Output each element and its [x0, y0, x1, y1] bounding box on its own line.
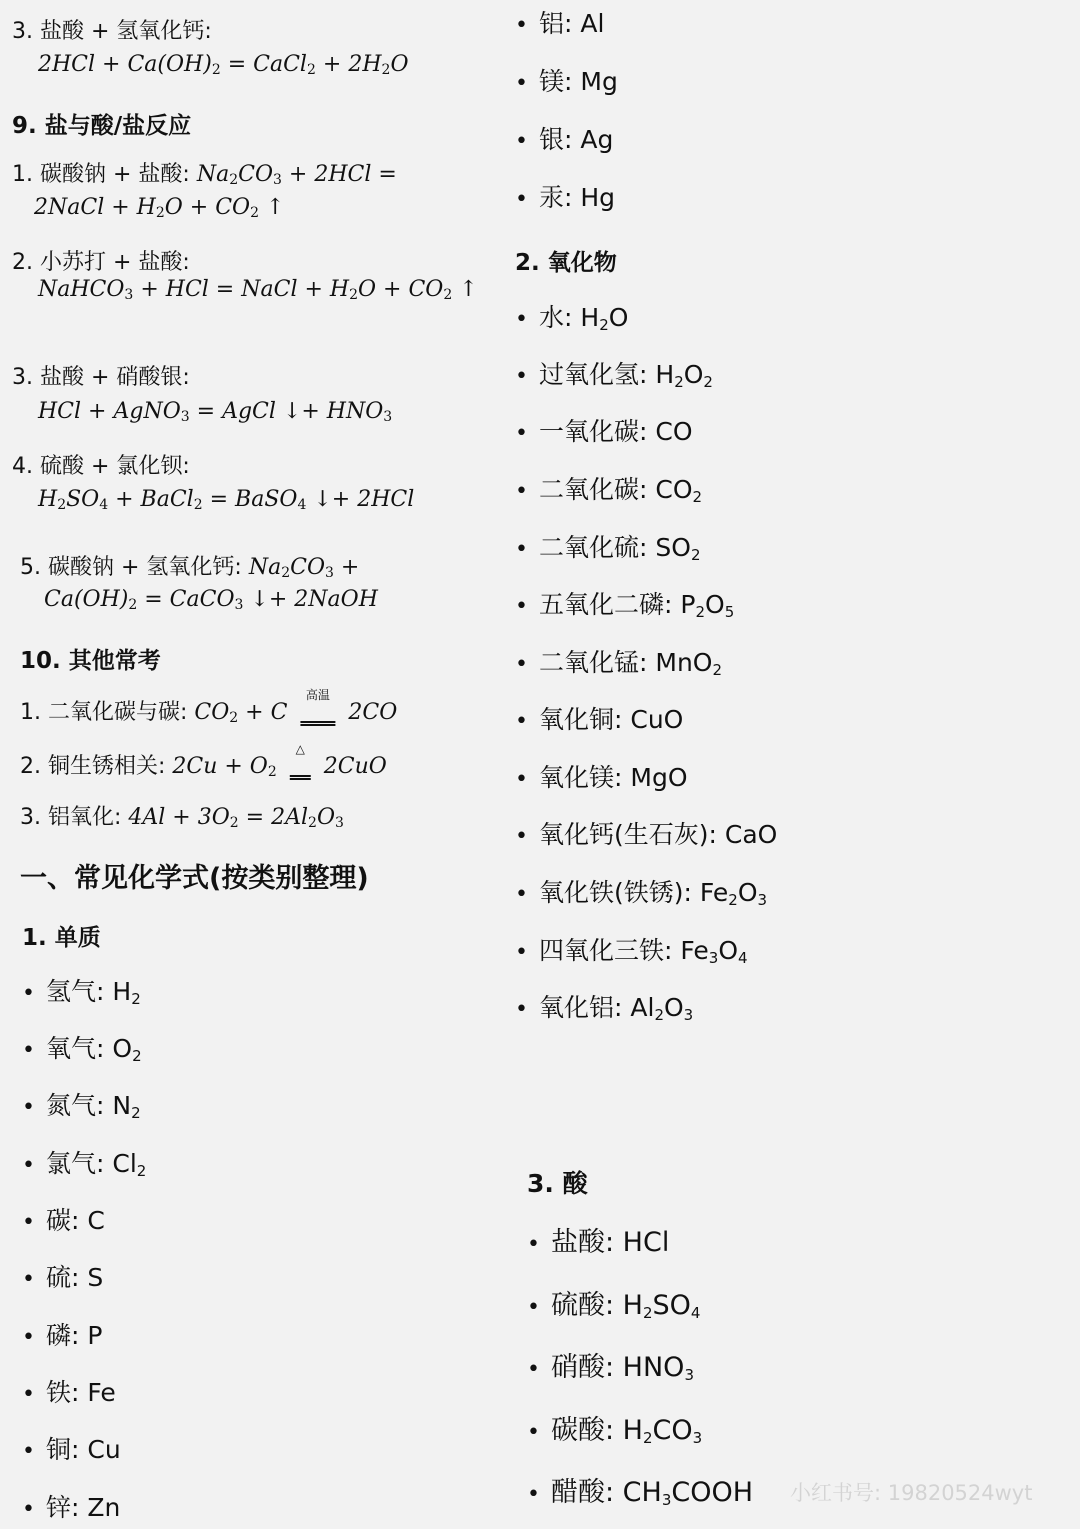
list-item: • 氧化镁: MgO — [515, 763, 688, 792]
list-item: • 二氧化碳: $CO_2$ — [515, 475, 703, 506]
list-item: • 水: $H_2O$ — [515, 303, 629, 334]
list-item: • 二氧化硫: $SO_2$ — [515, 533, 701, 564]
reaction-label: 5. 碳酸钠 + 氢氧化钙: $Na_2CO_3$ + — [20, 555, 360, 581]
list-item: • 磷: P — [22, 1321, 103, 1350]
list-item: • 硝酸: $HNO_3$ — [527, 1352, 694, 1384]
list-item: • 铜: Cu — [22, 1435, 121, 1464]
equation: HCl + AgNO$_3$ = AgCl ↓+ $HNO_3$ — [38, 399, 393, 425]
list-item: • 过氧化氢: $H_2O_2$ — [515, 360, 713, 391]
list-item: • 氮气: $N_2$ — [22, 1091, 141, 1122]
list-item: • 氯气: $Cl_2$ — [22, 1149, 147, 1180]
list-item: • 硫酸: $H_2SO_4$ — [527, 1290, 701, 1322]
list-item: • 氧化铝: $Al_2O_3$ — [515, 993, 694, 1024]
reaction-label: 2. 小苏打 + 盐酸: — [12, 250, 190, 275]
list-item: • 铝: Al — [515, 9, 605, 38]
section-heading: 2. 氧化物 — [515, 250, 617, 276]
section-heading: 1. 单质 — [22, 925, 101, 951]
list-item: • 氧化钙(生石灰): CaO — [515, 820, 778, 849]
list-item: • 汞: Hg — [515, 183, 616, 212]
list-item: • 四氧化三铁: $Fe_3O_4$ — [515, 936, 748, 967]
reaction-condition: 高温 — [305, 688, 330, 702]
list-item: • 氧化铁(铁锈): $Fe_2O_3$ — [515, 878, 768, 909]
list-item: • 镁: Mg — [515, 67, 618, 96]
list-item: • 五氧化二磷: $P_2O_5$ — [515, 590, 735, 621]
section-heading: 3. 酸 — [527, 1169, 588, 1198]
reaction-condition: △ — [295, 742, 305, 756]
list-item: • 银: Ag — [515, 125, 614, 154]
section-heading: 10. 其他常考 — [20, 648, 161, 674]
equation: 2NaCl + $H_2O + CO_2$ ↑ — [34, 195, 285, 221]
part-heading: 一、常见化学式(按类别整理) — [20, 863, 369, 894]
reaction-label: 1. 二氧化碳与碳: $CO_2 + C$ 高温 2CO — [20, 698, 397, 728]
reaction-label: 2. 铜生锈相关: $2Cu + O_2$ △ 2CuO — [20, 752, 387, 782]
equation: $2HCl + Ca(OH)_2$ = CaCl$_2$ + $2H_2O$ — [38, 52, 409, 78]
list-item: • 碳酸: $H_2CO_3$ — [527, 1415, 703, 1447]
list-item: • 氧气: $O_2$ — [22, 1034, 142, 1065]
equation: NaHCO$_3$ + HCl = NaCl + $H_2O + CO_2$ ↑ — [38, 277, 478, 303]
list-item: • 锌: Zn — [22, 1493, 121, 1522]
reaction-label: 3. 铝氧化: $4Al + 3O_2 = 2Al_2O_3$ — [20, 805, 344, 831]
equation: $Ca(OH)_2$ = CaCO$_3$ ↓+ 2NaOH — [44, 587, 378, 613]
list-item: • 氧化铜: CuO — [515, 705, 684, 734]
section-heading: 9. 盐与酸/盐反应 — [12, 113, 192, 139]
list-item: • 醋酸: $CH_3COOH$ — [527, 1477, 754, 1509]
list-item: • 盐酸: HCl — [527, 1227, 670, 1258]
equation: $H_2SO_4$ + BaCl$_2$ = BaSO$_4$ ↓+ 2HCl — [38, 487, 415, 513]
list-item: • 硫: S — [22, 1263, 104, 1292]
list-item: • 二氧化锰: MnO$_2$ — [515, 648, 723, 679]
reaction-label: 3. 盐酸 + 硝酸银: — [12, 365, 190, 390]
reaction-label: 4. 硫酸 + 氯化钡: — [12, 454, 190, 479]
reaction-label: 1. 碳酸钠 + 盐酸: $Na_2CO_3 + 2HCl$ = — [12, 162, 397, 188]
list-item: • 碳: C — [22, 1206, 105, 1235]
reaction-label: 3. 盐酸 + 氢氧化钙: — [12, 19, 212, 44]
list-item: • 铁: Fe — [22, 1378, 116, 1407]
list-item: • 氢气: $H_2$ — [22, 977, 141, 1008]
list-item: • 一氧化碳: CO — [515, 417, 693, 446]
watermark: 小红书号: 1982052​4wyt — [790, 1481, 1033, 1505]
